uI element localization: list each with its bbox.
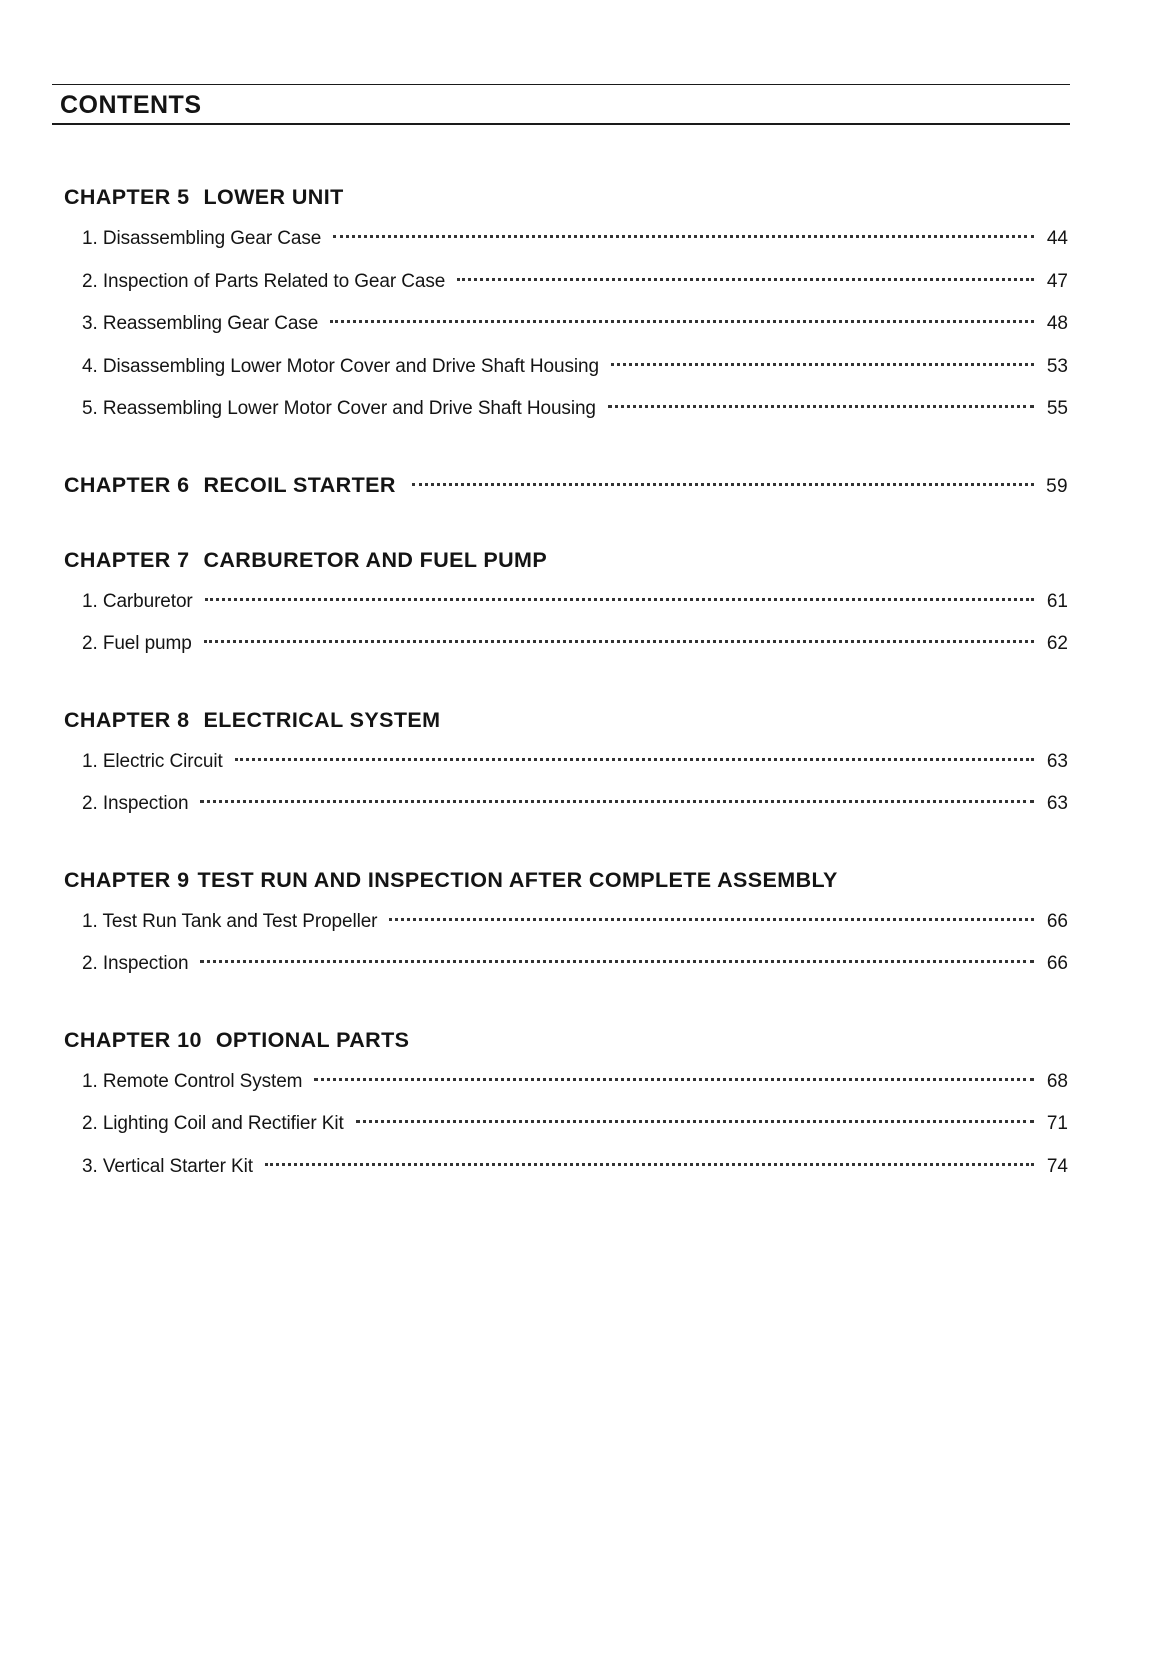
entry-label: 1. Carburetor xyxy=(82,590,193,612)
chapter-heading xyxy=(64,705,1068,735)
header-rule-bottom xyxy=(52,123,1070,125)
toc-entry xyxy=(64,789,1068,819)
chapter-heading xyxy=(64,865,1068,895)
entry-label: 2. Inspection xyxy=(82,953,189,974)
entry-page-number: 63 xyxy=(1046,750,1068,772)
chapter-6 xyxy=(64,470,1068,500)
table-of-contents xyxy=(64,182,1068,1194)
chapter-title: CARBURETOR AND FUEL PUMP xyxy=(203,547,548,572)
dot-leader xyxy=(235,758,1034,761)
section-gap xyxy=(64,672,1068,705)
chapter-title: RECOIL STARTER xyxy=(203,472,396,497)
dot-leader xyxy=(389,918,1034,921)
entry-label: 2. Fuel pump xyxy=(82,633,192,654)
chapter-10 xyxy=(64,1025,1068,1182)
dot-leader xyxy=(330,320,1034,323)
entry-label: 3. Reassembling Gear Case xyxy=(82,313,319,334)
entry-page-number: 66 xyxy=(1046,953,1068,974)
entry-page-number: 55 xyxy=(1046,398,1068,419)
entry-label: 2. Inspection of Parts Related to Gear Case xyxy=(82,270,446,292)
entry-page-number: 53 xyxy=(1046,355,1068,377)
chapter-5 xyxy=(64,182,1068,424)
chapter-heading xyxy=(64,470,1068,500)
dot-leader xyxy=(356,1120,1034,1123)
entry-page-number: 71 xyxy=(1046,1113,1068,1134)
entry-page-number: 66 xyxy=(1046,910,1068,932)
chapter-heading xyxy=(64,182,1068,212)
toc-entry xyxy=(64,949,1068,979)
entry-label: 1. Test Run Tank and Test Propeller xyxy=(82,910,378,932)
entry-label: 2. Inspection xyxy=(82,793,189,814)
entry-page-number: 63 xyxy=(1046,793,1068,814)
entry-page-number: 62 xyxy=(1046,633,1068,654)
chapter-number: CHAPTER 9 xyxy=(64,867,190,892)
entry-page-number: 61 xyxy=(1046,590,1068,612)
entry-label: 3. Vertical Starter Kit xyxy=(82,1155,253,1177)
entry-label: 2. Lighting Coil and Rectifier Kit xyxy=(82,1113,344,1134)
chapter-8 xyxy=(64,705,1068,820)
entry-label: 4. Disassembling Lower Motor Cover and Drive Shaft Housing xyxy=(82,355,599,377)
entry-label: 1. Remote Control System xyxy=(82,1070,303,1092)
section-gap xyxy=(64,832,1068,865)
contents-header xyxy=(52,84,1070,125)
toc-entry xyxy=(64,907,1068,937)
dot-leader xyxy=(204,640,1034,643)
section-gap xyxy=(64,992,1068,1025)
chapter-number: CHAPTER 10 xyxy=(64,1027,202,1052)
toc-entry xyxy=(64,587,1068,617)
toc-entry xyxy=(64,309,1068,339)
toc-entry xyxy=(64,747,1068,777)
toc-entry xyxy=(64,1152,1068,1182)
chapter-heading xyxy=(64,545,1068,575)
chapter-page-number: 59 xyxy=(1046,475,1068,497)
chapter-title: OPTIONAL PARTS xyxy=(215,1027,410,1052)
dot-leader xyxy=(314,1078,1034,1081)
chapter-title: ELECTRICAL SYSTEM xyxy=(203,707,441,732)
chapter-9 xyxy=(64,865,1068,980)
chapter-title: TEST RUN AND INSPECTION AFTER COMPLETE ASSEMBLY xyxy=(197,867,838,892)
toc-entry xyxy=(64,394,1068,424)
chapter-number: CHAPTER 7 xyxy=(64,547,190,572)
toc-entry xyxy=(64,1067,1068,1097)
dot-leader xyxy=(457,278,1034,281)
toc-entry xyxy=(64,352,1068,382)
chapter-number: CHAPTER 6 xyxy=(64,472,190,497)
entry-page-number: 48 xyxy=(1046,313,1068,334)
dot-leader xyxy=(205,598,1034,601)
dot-leader xyxy=(611,363,1034,366)
chapter-number: CHAPTER 8 xyxy=(64,707,190,732)
dot-leader xyxy=(412,483,1034,486)
dot-leader xyxy=(200,960,1034,963)
section-gap xyxy=(64,512,1068,545)
page-title: CONTENTS xyxy=(60,91,202,119)
entry-page-number: 68 xyxy=(1046,1070,1068,1092)
dot-leader xyxy=(265,1163,1034,1166)
dot-leader xyxy=(333,235,1034,238)
chapter-title: LOWER UNIT xyxy=(203,185,344,209)
toc-entry xyxy=(64,1109,1068,1139)
toc-entry xyxy=(64,267,1068,297)
chapter-heading xyxy=(64,1025,1068,1055)
chapter-number: CHAPTER 5 xyxy=(64,185,190,209)
entry-label: 1. Electric Circuit xyxy=(82,750,223,772)
chapter-7 xyxy=(64,545,1068,660)
entry-label: 5. Reassembling Lower Motor Cover and Drive Shaft Housing xyxy=(82,398,596,419)
toc-entry xyxy=(64,224,1068,254)
section-gap xyxy=(64,437,1068,470)
toc-entry xyxy=(64,629,1068,659)
entry-page-number: 44 xyxy=(1046,228,1068,249)
dot-leader xyxy=(200,800,1034,803)
entry-label: 1. Disassembling Gear Case xyxy=(82,228,322,249)
dot-leader xyxy=(608,405,1034,408)
entry-page-number: 74 xyxy=(1046,1155,1068,1177)
entry-page-number: 47 xyxy=(1046,270,1068,292)
